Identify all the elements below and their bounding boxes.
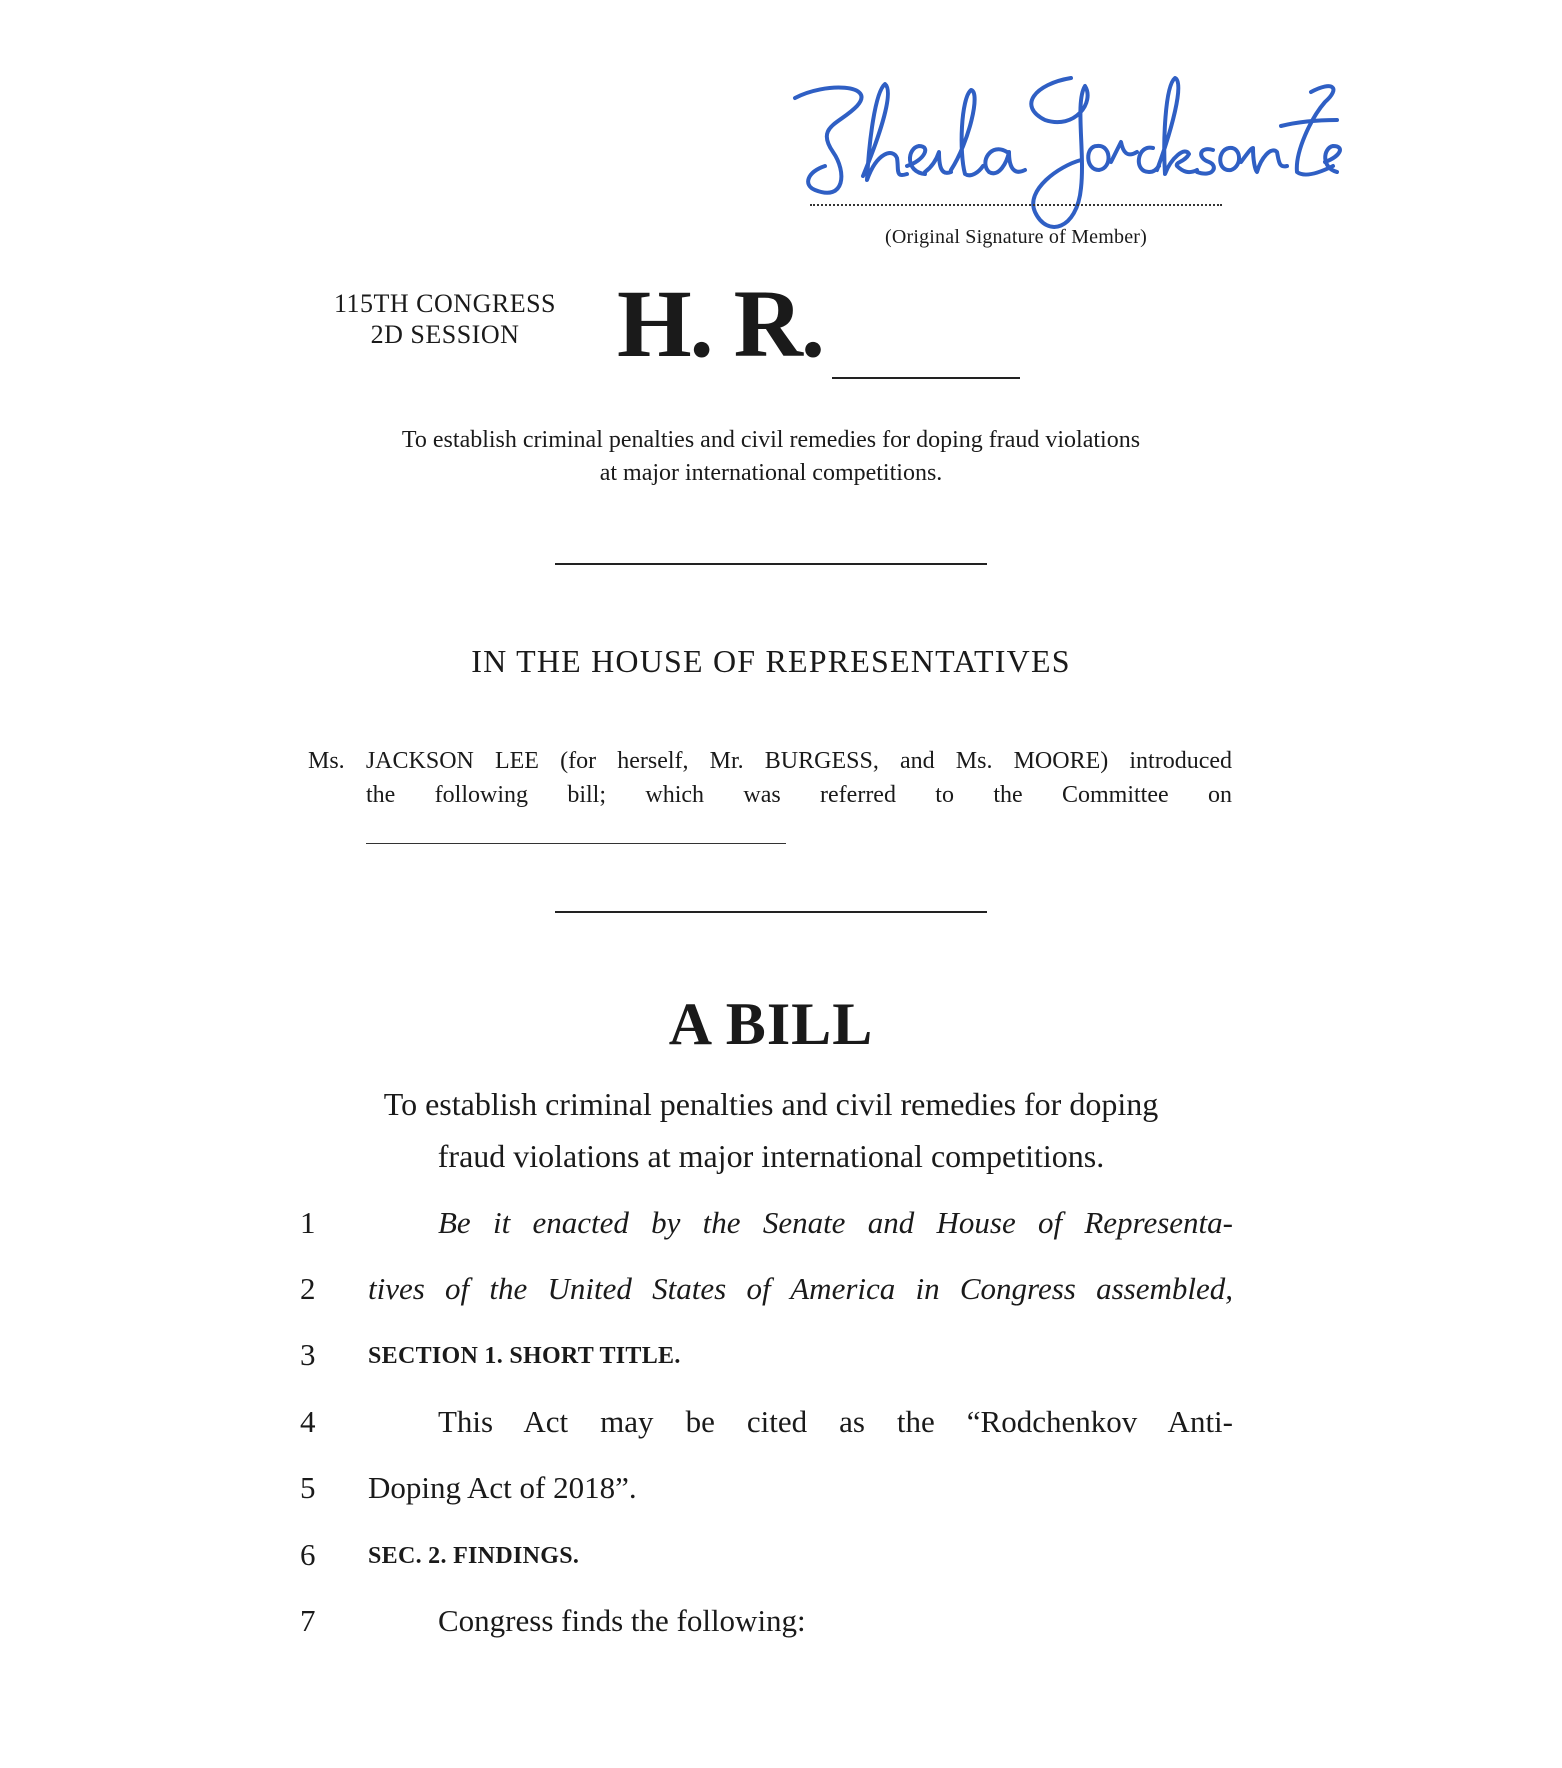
member-signature (785, 62, 1345, 242)
bill-title: A BILL (668, 991, 874, 1057)
line-number: 7 (300, 1603, 316, 1638)
bill-line (300, 1205, 1233, 1249)
short-purpose-line-2: at major international competitions. (599, 460, 943, 486)
intro-text-1: (for herself, Mr. (560, 748, 744, 774)
long-purpose-line-2: fraud violations at major international competitions. (437, 1138, 1105, 1174)
session-label: 2D SESSION (370, 320, 520, 349)
intro-text-3: ) introduced (1100, 748, 1233, 774)
line-number: 2 (300, 1271, 316, 1306)
bill-line (300, 1470, 1233, 1514)
committee-blank (366, 843, 786, 844)
bill-line (300, 1271, 1233, 1315)
short-purpose (300, 424, 1242, 490)
line-number: 6 (300, 1537, 316, 1572)
line-number: 1 (300, 1205, 316, 1240)
cosponsor-name-2: MOORE (1013, 748, 1101, 774)
congress-label: 115TH CONGRESS (333, 289, 556, 318)
long-purpose-line-1: To establish criminal penalties and civil remedies for doping (383, 1086, 1159, 1122)
line-text: tives of the United States of America in Congress assembled, (368, 1271, 1233, 1306)
line-number: 3 (300, 1337, 316, 1372)
signature-caption: (Original Signature of Member) (884, 226, 1148, 248)
congress-session-block (300, 288, 590, 350)
intro-text-2: , and Ms. (872, 748, 993, 774)
line-text: Be it enacted by the Senate and House of Representa- (438, 1205, 1233, 1240)
chamber-heading: IN THE HOUSE OF REPRESENTATIVES (471, 643, 1071, 679)
divider-rule-2 (555, 911, 987, 913)
line-number: 5 (300, 1470, 316, 1505)
sponsor-name: JACKSON LEE (365, 748, 539, 774)
long-purpose (300, 1078, 1242, 1182)
line-text: Doping Act of 2018”. (368, 1470, 637, 1505)
signature-line (810, 204, 1222, 206)
line-text: This Act may be cited as the “Rodchenkov Anti- (438, 1404, 1233, 1439)
bill-line (300, 1337, 1233, 1381)
short-purpose-line-1: To establish criminal penalties and civil remedies for doping fraud violations (401, 427, 1141, 453)
section-heading: SECTION 1. SHORT TITLE. (368, 1343, 681, 1369)
introduction-line-2: the following bill; which was referred to the Committee on (366, 782, 1232, 808)
ms-prefix: Ms. (308, 748, 345, 774)
bill-line (300, 1404, 1233, 1448)
bill-label: H. R. (617, 270, 823, 377)
line-text: Congress finds the following: (438, 1603, 806, 1638)
line-number: 4 (300, 1404, 316, 1439)
cosponsor-name-1: BURGESS (764, 748, 873, 774)
divider-rule-1 (555, 563, 987, 565)
bill-number-blank (832, 377, 1020, 379)
introduction-line-1 (308, 748, 1232, 775)
bill-line (300, 1537, 1233, 1581)
section-heading: SEC. 2. FINDINGS. (368, 1543, 580, 1569)
bill-line (300, 1603, 1233, 1647)
